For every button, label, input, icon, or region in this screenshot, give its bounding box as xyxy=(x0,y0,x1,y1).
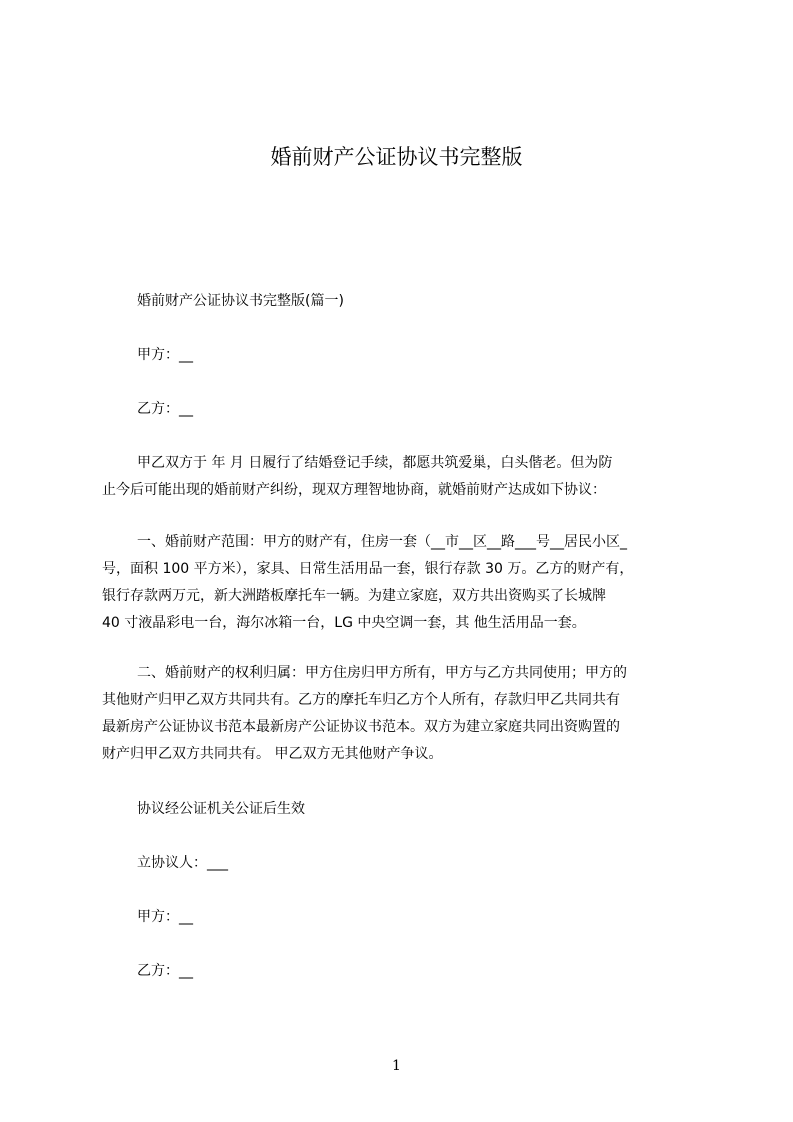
paragraph-intro xyxy=(102,450,699,504)
paragraph-property-rights xyxy=(102,660,699,768)
paragraph-line: 号，面积 100 平方米），家具、日常生活用品一套，银行存款 30 万。乙方的财产有， xyxy=(102,561,634,577)
page-number: 1 xyxy=(392,1058,401,1074)
party-b-line: 乙方：__ xyxy=(137,401,193,417)
paragraph-line: 银行存款两万元，新大洲踏板摩托车一辆。为建立家庭，双方共出资购买了长城牌 xyxy=(102,588,606,604)
paragraph-property-scope xyxy=(102,529,699,637)
effective-note: 协议经公证机关公证后生效 xyxy=(137,801,305,817)
paragraph-line: 二、婚前财产的权利归属：甲方住房归甲方所有，甲方与乙方共同使用；甲方的 xyxy=(137,665,627,681)
paragraph-line: 财产归甲乙双方共同共有。 甲乙双方无其他财产争议。 xyxy=(102,746,443,762)
signatory-line: 立协议人：___ xyxy=(137,855,228,871)
sign-party-b-line: 乙方：__ xyxy=(137,963,193,979)
document-title: 婚前财产公证协议书完整版 xyxy=(270,145,523,169)
paragraph-line: 止今后可能出现的婚前财产纠纷，现双方理智地协商，就婚前财产达成如下协议： xyxy=(102,482,606,498)
party-a-line: 甲方：__ xyxy=(137,347,193,363)
paragraph-line: 40 寸液晶彩电一台，海尔冰箱一台，LG 中央空调一套，其 他生活用品一套。 xyxy=(102,615,586,631)
document-subtitle: 婚前财产公证协议书完整版(篇一) xyxy=(137,293,344,309)
paragraph-line: 最新房产公证协议书范本最新房产公证协议书范本。双方为建立家庭共同出资购置的 xyxy=(102,719,620,735)
paragraph-line: 甲乙双方于 年 月 日履行了结婚登记手续，都愿共筑爱巢，白头偕老。但为防 xyxy=(137,455,613,471)
sign-party-a-line: 甲方：__ xyxy=(137,909,193,925)
paragraph-line: 其他财产归甲乙双方共同共有。乙方的摩托车归乙方个人所有，存款归甲乙共同共有 xyxy=(102,692,620,708)
paragraph-line: 一、婚前财产范围：甲方的财产有，住房一套（__市__区__路___号__居民小区_ xyxy=(137,534,627,550)
